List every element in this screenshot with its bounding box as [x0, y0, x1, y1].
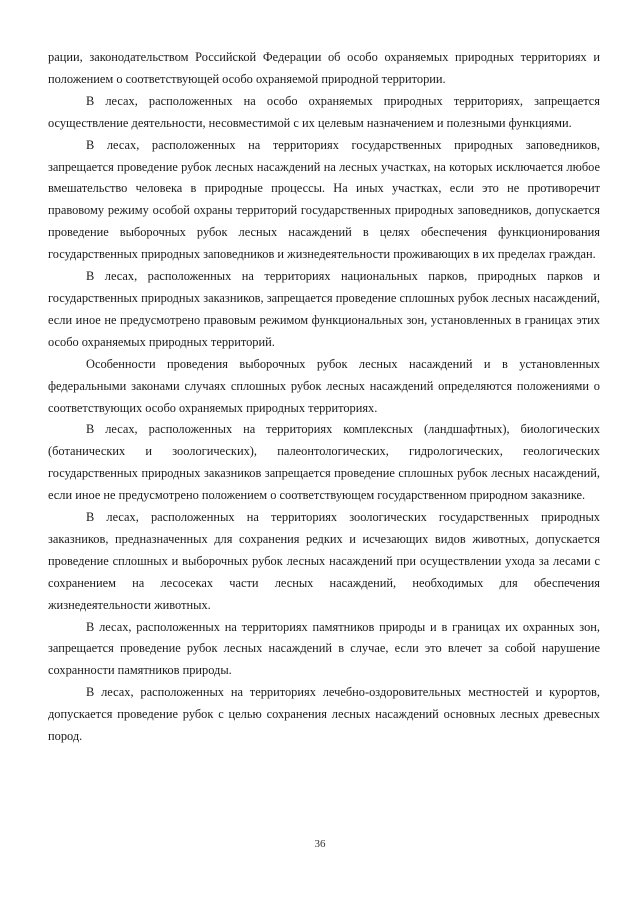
paragraph-specially-protected-areas: В лесах, расположенных на особо охраняемых природных территориях, запрещается осуществление деятельности, несовместимой с их целевым назначением и полезными функциями. [48, 93, 600, 130]
page-number: 36 [314, 838, 326, 850]
paragraph-natural-monuments: В лесах, расположенных на территориях памятников природы и в границах их охранных зон, запрещается проведение рубок лесных насаждений в случае, если это влечет за собой нарушение сохранности памятников природы. [48, 619, 600, 678]
paragraph-zoological-reserves: В лесах, расположенных на территориях зоологических государственных природных заказников, предназначенных для сохранения редких и исчезающих видов животных, допускается проведение сплошных и выборочных рубок лесных насаждений при осуществлении ухода за лесами с сохранением на лесосеках части лесных насаждений, необходимых для обеспечения жизнедеятельности животных. [48, 510, 600, 612]
paragraph-complex-reserves: В лесах, расположенных на территориях комплексных (ландшафтных), биологических (ботанических и зоологических), палеонтологических, гидрологических, геологических государственных природных заказников запрещается проведение сплошных рубок лесных насаждений, если иное не предусмотрено положением о соответствующем государственном природном заказнике. [48, 422, 600, 503]
paragraph-resorts: В лесах, расположенных на территориях лечебно-оздоровительных местностей и курортов, допускается проведение рубок с целью сохранения лесных насаждений основных лесных древесных пород. [48, 685, 600, 744]
paragraph-nature-reserves: В лесах, расположенных на территориях государственных природных заповедников, запрещается проведение рубок лесных насаждений на лесных участках, на которых исключается любое вмешательство человека в природные процессы. На иных участках, если это не противоречит правовому режиму особой охраны территорий государственных природных заповедников, допускается проведение выборочных рубок лесных насаждений в целях обеспечения функционирования государственных природных заповедников и жизнедеятельности проживающих в их пределах граждан. [48, 137, 600, 262]
paragraph-continuation: рации, законодательством Российской Федерации об особо охраняемых природных территориях и положением о соответствующей особо охраняемой природной территории. [48, 50, 600, 86]
paragraph-national-parks: В лесах, расположенных на территориях национальных парков, природных парков и государственных природных заказников, запрещается проведение сплошных рубок лесных насаждений, если иное не предусмотрено правовым режимом функциональных зон, установленных в границах этих особо охраняемых природных территорий. [48, 269, 600, 349]
paragraph-selective-felling: Особенности проведения выборочных рубок лесных насаждений и в установленных федеральными законами случаях сплошных рубок лесных насаждений определяются положениями о соответствующих особо охраняемых природных территориях. [48, 356, 600, 415]
body-text [48, 47, 600, 748]
